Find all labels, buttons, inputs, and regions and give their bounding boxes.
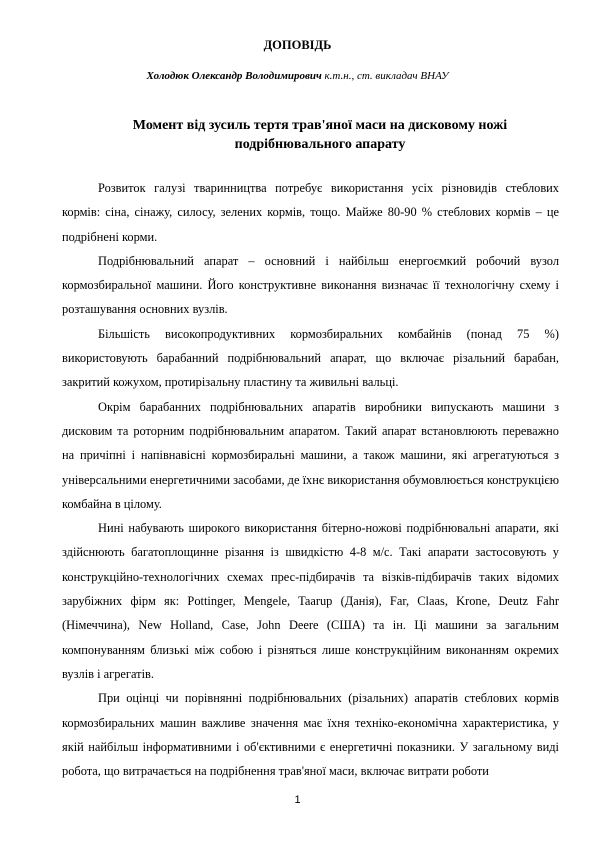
paragraph: Нині набувають широкого використання бітерно-ножові подрібнювальні апарати, які здійснюють багатоплощинне різання із швидкістю 4-8 м/с. Такі апарати застосовують у конструкційно-технологічних схемах прес-підбирачів та візків-підбирачів таких відомих зарубіжних фірм як: Pottinger, Mengele, Taarup (Данія), Far, Claas, Krone, Deutz Fahr (Німеччина), New Holland, Case, John Deere (США) та ін. Ці машини за загальним компонуванням близькі між собою і різняться лише конструкційним виконанням окремих вузлів і агрегатів.	[62, 521, 559, 681]
body-text	[62, 176, 559, 783]
author-line	[0, 70, 595, 82]
paragraph: Більшість високопродуктивних кормозбиральних комбайнів (понад 75 %) використовують барабанний подрібнювальний апарат, що включає різальний барабан, закритий кожухом, протирізальну пластину та живильні вальці.	[62, 326, 559, 390]
author-position: к.т.н., ст. викладач ВНАУ	[321, 70, 449, 82]
paragraph: При оцінці чи порівнянні подрібнювальних (різальних) апаратів стеблових кормів кормозбиральних машин важливе значення має їхня техніко-економічна характеристика, у якій найбільш інформативними і об'єктивними є енергетичні показники. У загальному виді робота, що витрачається на подрібнення трав'яної маси, включає витрати роботи	[62, 691, 559, 779]
author-name: Холодюк Олександр Володимирович	[146, 70, 322, 82]
paragraph: Розвиток галузі тваринництва потребує використання усіх різновидів стеблових кормів: сіна, сінажу, силосу, зелених кормів, тощо. Майже 80-90 % стеблових кормів – це подрібнені корми.	[62, 181, 559, 244]
article-title	[60, 116, 580, 154]
paragraph: Подрібнювальний апарат – основний і найбільш енергоємкий робочий вузол кормозбиральної машини. Його конструктивне виконання визначає її технологічну схему і розташування основних вузлів.	[62, 253, 559, 317]
paragraph: Окрім барабанних подрібнювальних апаратів виробники випускають машини з дисковим та роторним подрібнювальним апаратом. Такий апарат встановлюють переважно на причіпні і напівнавісні кормозбиральні машини, а також машини, які агрегатуються з універсальними енергетичними засобами, де їхнє використання обумовлюється конструкцією комбайна в цілому.	[62, 399, 559, 511]
article-title-line-1: Момент від зусиль тертя трав'яної маси на дисковому ножі	[132, 118, 508, 133]
document-heading: ДОПОВІДЬ	[263, 38, 332, 52]
article-title-line-2: подрібнювального апарату	[234, 137, 406, 152]
page-number: 1	[294, 794, 301, 806]
